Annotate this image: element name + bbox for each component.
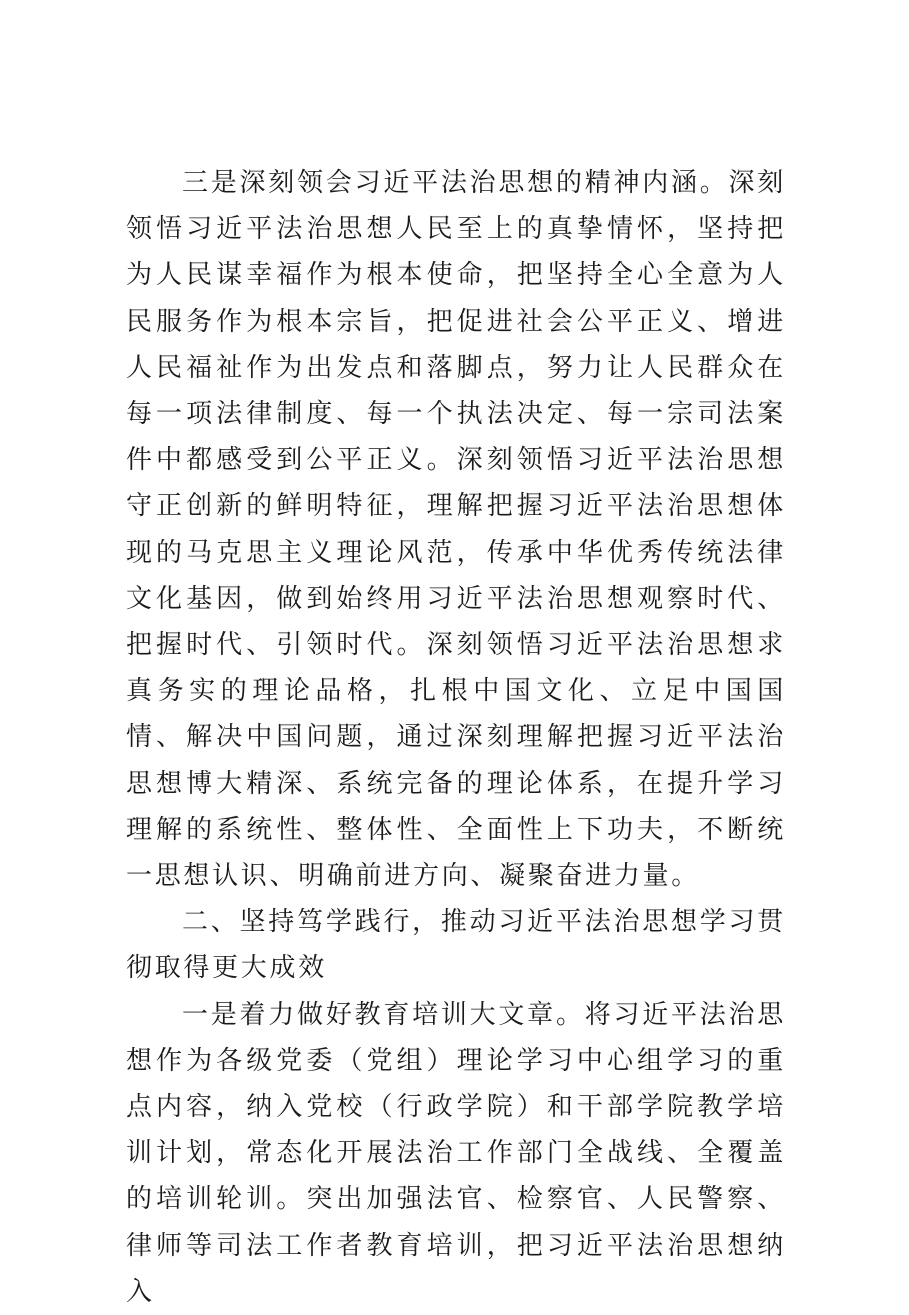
document-body bbox=[126, 160, 786, 1315]
paragraph-education-training: 一是着力做好教育培训大文章。将习近平法治思想作为各级党委（党组）理论学习中心组学习的重点内容，纳入党校（行政学院）和干部学院教学培训计划，常态化开展法治工作部门全战线、全覆盖的培训轮训。突出加强法官、检察官、人民警察、律师等司法工作者教育培训，把习近平法治思想纳入 bbox=[126, 999, 786, 1307]
section-heading-two: 二、坚持笃学践行，推动习近平法治思想学习贯彻取得更大成效 bbox=[126, 907, 786, 984]
paragraph-spirit-connotation: 三是深刻领会习近平法治思想的精神内涵。深刻领悟习近平法治思想人民至上的真挚情怀，坚持把为人民谋幸福作为根本使命，把坚持全心全意为人民服务作为根本宗旨，把促进社会公平正义、增进人民福祉作为出发点和落脚点，努力让人民群众在每一项法律制度、每一个执法决定、每一宗司法案件中都感受到公平正义。深刻领悟习近平法治思想守正创新的鲜明特征，理解把握习近平法治思想体现的马克思主义理论风范，传承中华优秀传统法律文化基因，做到始终用习近平法治思想观察时代、把握时代、引领时代。深刻领悟习近平法治思想求真务实的理论品格，扎根中国文化、立足中国国情、解决中国问题，通过深刻理解把握习近平法治思想博大精深、系统完备的理论体系，在提升学习理解的系统性、整体性、全面性上下功夫，不断统一思想认识、明确前进方向、凝聚奋进力量。 bbox=[126, 168, 786, 892]
